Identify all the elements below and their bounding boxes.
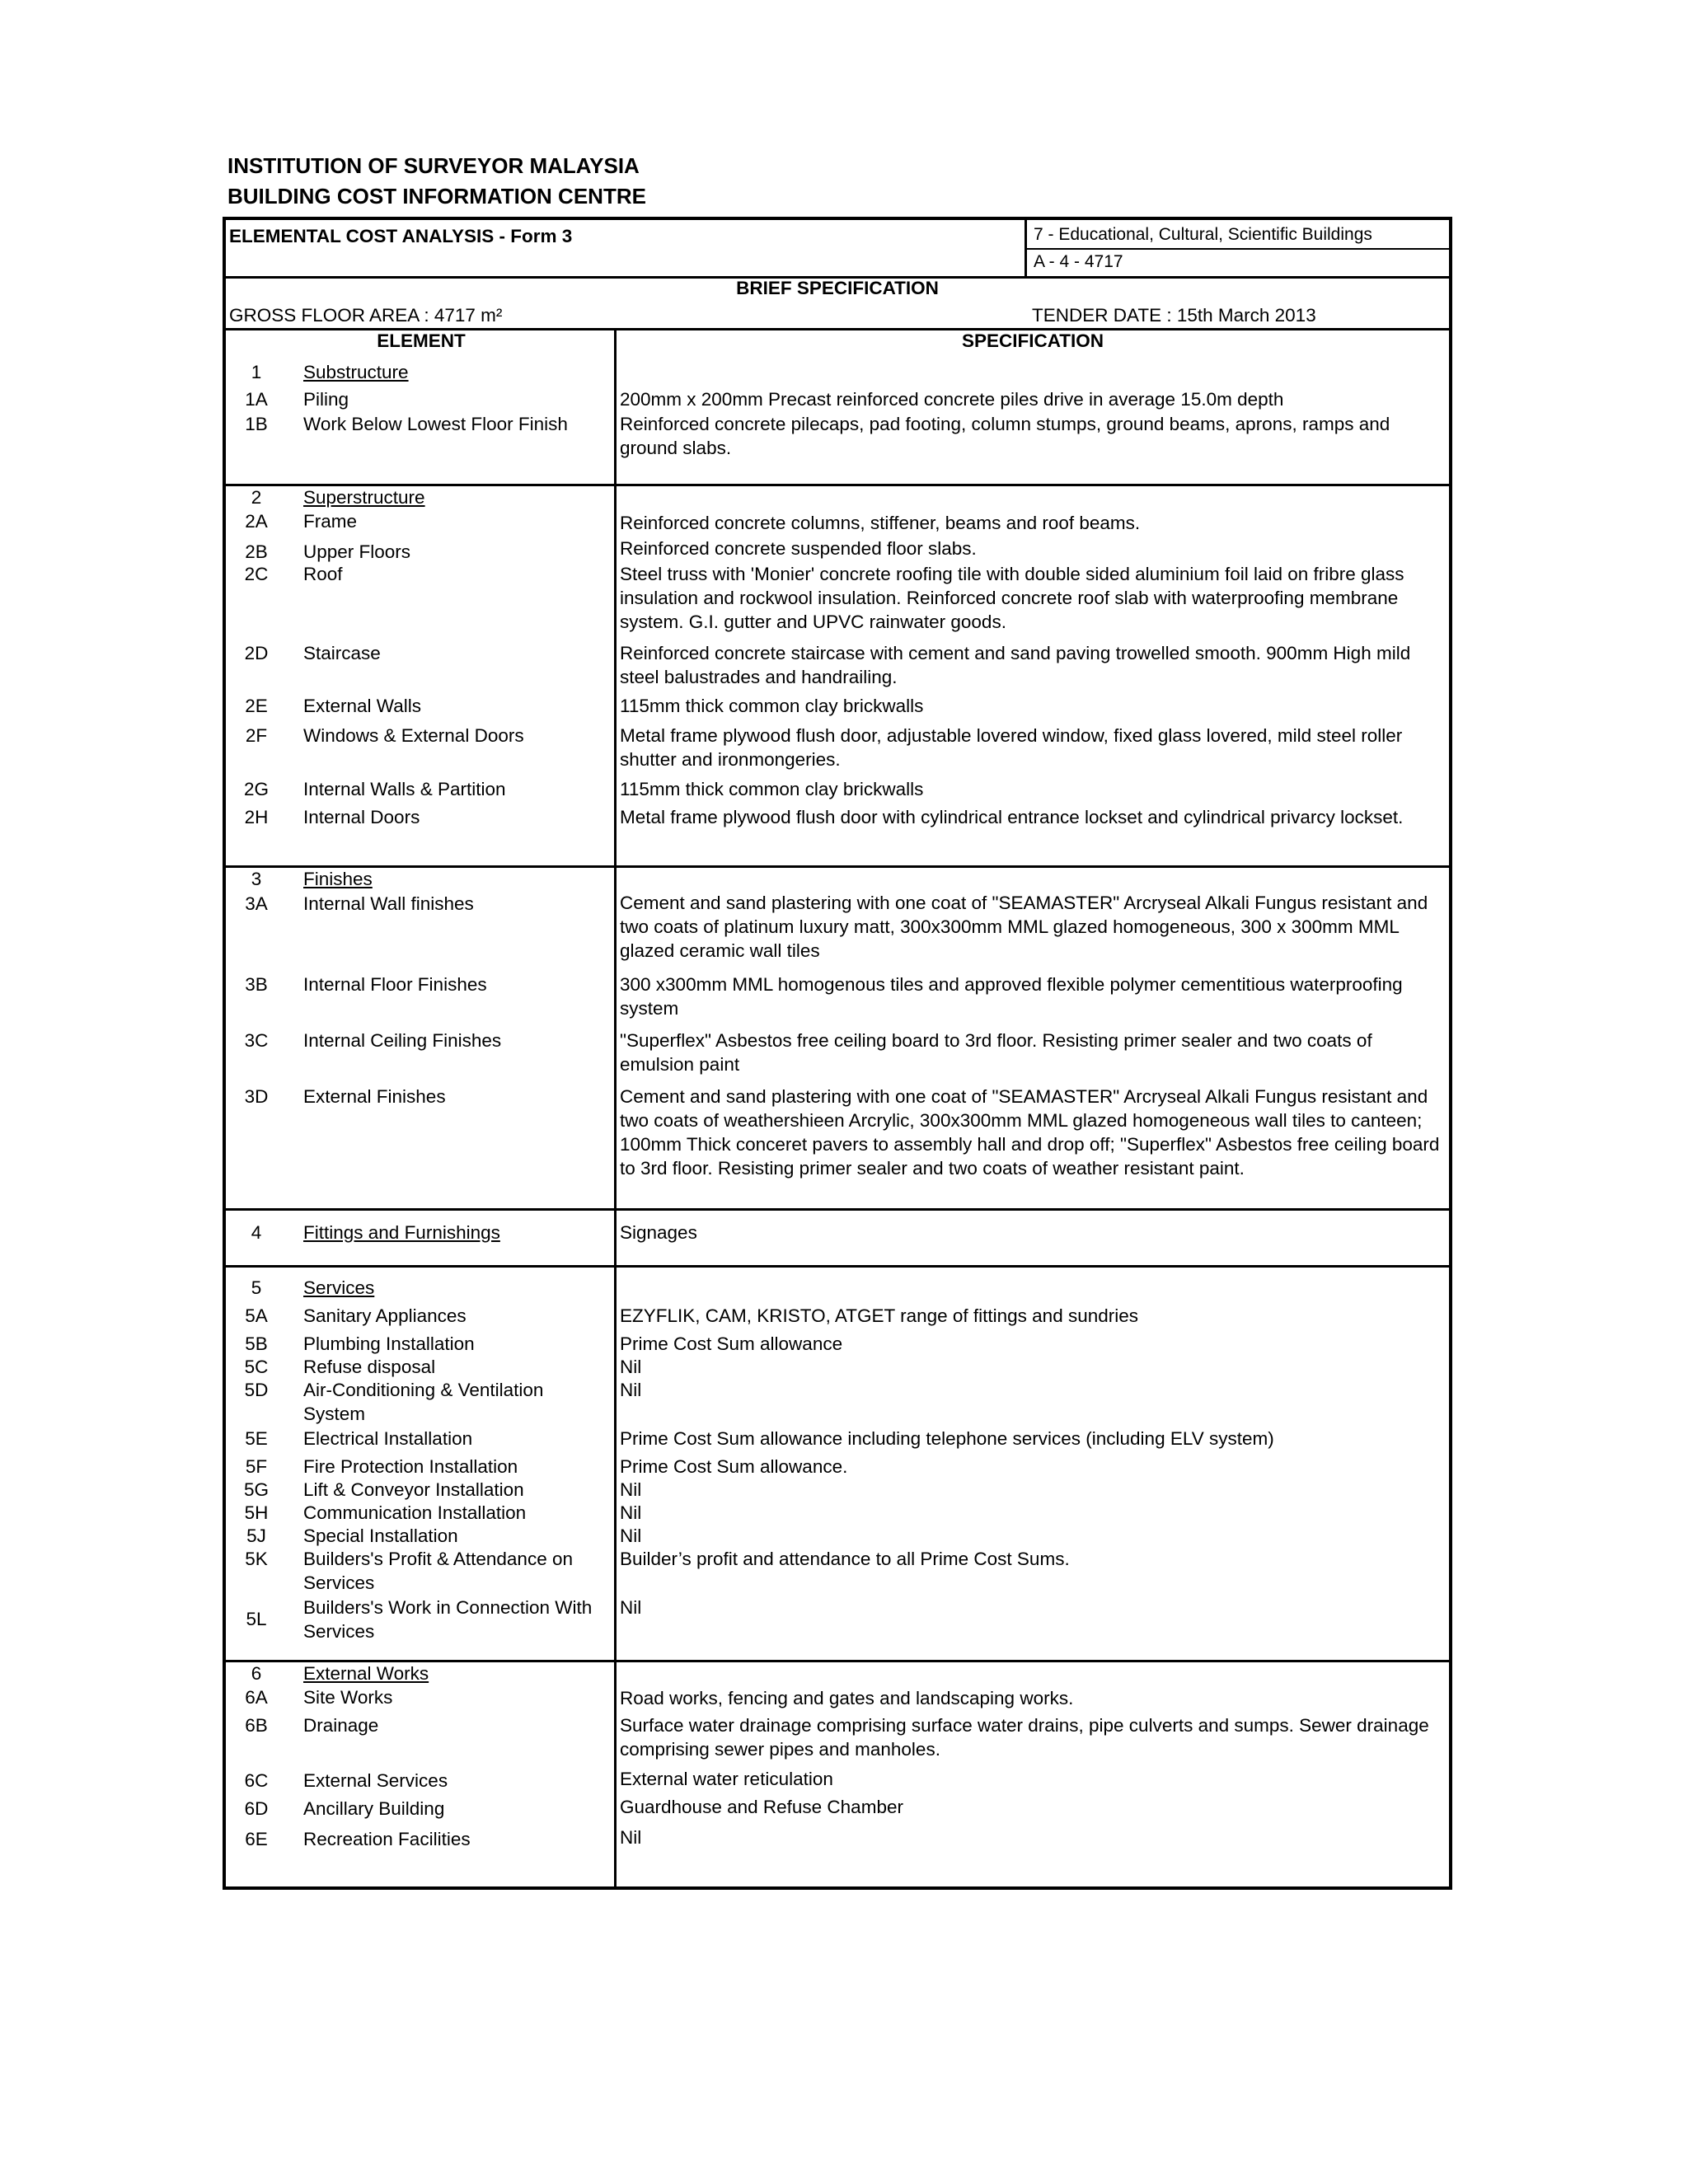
element-name: Drainage [303,1715,379,1736]
element-specification: Prime Cost Sum allowance. [620,1456,848,1477]
element-specification: 200mm x 200mm Precast reinforced concrete piles drive in average 15.0m depth [620,389,1284,410]
element-name: Roof [303,564,343,584]
cost-analysis-form [223,217,1452,1890]
element-specification: Reinforced concrete suspended floor slabs. [620,538,977,559]
element-name: Site Works [303,1687,393,1708]
element-code: 5A [245,1305,268,1326]
element-name: Plumbing Installation [303,1333,475,1354]
building-category: 7 - Educational, Cultural, Scientific Buildings [1034,225,1372,244]
element-specification: 300 x300mm MML homogenous tiles and approved flexible polymer cementitious waterproofing system [620,974,1403,1019]
section-heading: External Works [303,1663,429,1684]
element-code: 5L [246,1609,267,1629]
element-name: Air-Conditioning & Ventilation System [303,1380,544,1424]
element-specification: Cement and sand plastering with one coat of "SEAMASTER" Arcryseal Alkali Fungus resistant and two coats of platinum luxury matt, 300x300mm MML glazed homogeneous, 300 x 300mm MML glazed ceramic wall tiles [620,893,1428,961]
document-header [227,151,646,212]
element-code: 5G [243,1479,269,1500]
gross-floor-area: GROSS FLOOR AREA : 4717 m² [229,305,503,326]
element-code: 4 [251,1222,262,1243]
section-heading: Services [303,1277,375,1298]
element-name: Recreation Facilities [303,1829,471,1849]
element-code: 3B [245,974,268,995]
element-code: 2E [245,696,268,716]
element-code: 5D [244,1380,269,1400]
element-specification: Road works, fencing and gates and landscaping works. [620,1688,1074,1708]
element-name: Ancillary Building [303,1798,445,1819]
section-heading: Fittings and Furnishings [303,1222,500,1243]
element-name: External Finishes [303,1086,446,1107]
group-separator [226,1208,1449,1211]
form-title: ELEMENTAL COST ANALYSIS - Form 3 [229,226,573,246]
element-specification: Metal frame plywood flush door with cylindrical entrance lockset and cylindrical privarcy lockset. [620,807,1404,827]
element-name: Upper Floors [303,541,411,562]
element-code: 5F [245,1456,268,1477]
element-specification: Metal frame plywood flush door, adjustable lovered window, fixed glass lovered, mild steel roller shutter and ironmongeries. [620,725,1403,770]
element-code: 6B [245,1715,268,1736]
element-column-header: ELEMENT [377,330,466,351]
element-name: Electrical Installation [303,1428,473,1449]
element-specification: Reinforced concrete columns, stiffener, beams and roof beams. [620,513,1141,533]
element-name: Frame [303,511,358,532]
element-code: 5E [245,1428,268,1449]
element-code: 2 [251,487,262,508]
element-code: 3A [245,893,268,914]
element-specification: Cement and sand plastering with one coat of "SEAMASTER" Arcryseal Alkali Fungus resistant and two coats of weathershieen Arcrylic, 300x300mm MML glazed homogeneous wall tiles to canteen; 100mm Thick conceret pavers to assembly hall and drop off; "Superflex" Asbestos free ceiling board to 3rd floor. Resisting primer sealer and two coats of weather resistant paint. [620,1086,1440,1179]
element-specification: Reinforced concrete pilecaps, pad footing, column stumps, ground beams, aprons, ramps and ground slabs. [620,414,1390,458]
element-name: Windows & External Doors [303,725,524,746]
section-title: BRIEF SPECIFICATION [736,278,939,298]
element-code: 5J [246,1526,266,1546]
element-code: 5H [244,1502,269,1523]
element-name: Internal Ceiling Finishes [303,1030,502,1051]
element-code: 3 [251,869,262,889]
element-specification: 115mm thick common clay brickwalls [620,696,924,716]
element-name: Refuse disposal [303,1357,436,1377]
element-specification: Prime Cost Sum allowance [620,1333,843,1354]
institution-name: INSTITUTION OF SURVEYOR MALAYSIA [227,153,640,178]
element-specification: External water reticulation [620,1769,833,1789]
element-specification: Nil [620,1357,642,1377]
element-specification: "Superflex" Asbestos free ceiling board to 3rd floor. Resisting primer sealer and two coats of emulsion paint [620,1030,1372,1075]
element-code: 3D [244,1086,269,1107]
element-name: Builders's Profit & Attendance on Services [303,1549,573,1593]
element-code: 5C [244,1357,269,1377]
element-specification: Prime Cost Sum allowance including telephone services (including ELV system) [620,1428,1274,1449]
element-name: Sanitary Appliances [303,1305,467,1326]
element-code: 6C [244,1770,269,1791]
element-name: Work Below Lowest Floor Finish [303,414,568,434]
element-code: 2C [244,564,269,584]
element-specification: Steel truss with 'Monier' concrete roofing tile with double sided aluminium foil laid on fribre glass insulation and rockwool insulation. Reinforced concrete roof slab with waterproofing membrane system. G.I. gutter and UPVC rainwater goods. [620,564,1404,632]
element-specification: Nil [620,1479,642,1500]
element-code: 1A [245,389,268,410]
group-separator [226,1265,1449,1268]
element-name: Communication Installation [303,1502,527,1523]
element-name: Internal Floor Finishes [303,974,487,995]
element-code: 2G [243,779,269,799]
element-specification: Nil [620,1827,642,1848]
element-code: 5B [245,1333,268,1354]
element-name: External Walls [303,696,421,716]
element-specification: Nil [620,1502,642,1523]
element-code: 2D [244,643,269,663]
element-specification: Builder’s profit and attendance to all Prime Cost Sums. [620,1549,1070,1569]
element-code: 6A [245,1687,268,1708]
element-name: Builders's Work in Connection With Services [303,1597,593,1642]
section-heading: Substructure [303,362,409,382]
element-code: 1B [245,414,268,434]
element-code: 1 [251,362,262,382]
element-specification: Guardhouse and Refuse Chamber [620,1797,903,1817]
element-code: 2H [244,807,269,827]
element-code: 2A [245,511,268,532]
element-specification: 115mm thick common clay brickwalls [620,779,924,799]
centre-name: BUILDING COST INFORMATION CENTRE [227,184,646,209]
element-name: Staircase [303,643,381,663]
specification-column-header: SPECIFICATION [961,330,1104,351]
element-specification: Nil [620,1597,642,1618]
element-name: External Services [303,1770,448,1791]
element-name: Internal Wall finishes [303,893,474,914]
element-name: Special Installation [303,1526,458,1546]
element-code: 6E [245,1829,268,1849]
section-heading: Superstructure [303,487,425,508]
element-specification: Nil [620,1526,642,1546]
section-heading: Finishes [303,869,373,889]
tender-date: TENDER DATE : 15th March 2013 [1032,305,1316,326]
element-code: 5K [245,1549,268,1569]
element-specification: Surface water drainage comprising surface water drains, pipe culverts and sumps. Sewer drainage comprising sewer pipes and manholes. [620,1715,1429,1760]
element-code: 3C [244,1030,269,1051]
element-code: 2B [245,541,268,562]
element-specification: Nil [620,1380,642,1400]
element-code: 6D [244,1798,269,1819]
element-name: Fire Protection Installation [303,1456,518,1477]
reference-number: A - 4 - 4717 [1034,252,1123,271]
element-code: 2F [245,725,268,746]
element-name: Internal Doors [303,807,420,827]
element-code: 6 [251,1663,262,1684]
element-name: Lift & Conveyor Installation [303,1479,524,1500]
element-specification: Reinforced concrete staircase with cement and sand paving trowelled smooth. 900mm High mild steel balustrades and handrailing. [620,643,1411,687]
element-specification: Signages [620,1222,697,1243]
element-specification: EZYFLIK, CAM, KRISTO, ATGET range of fittings and sundries [620,1305,1139,1326]
element-name: Piling [303,389,349,410]
element-code: 5 [251,1277,262,1298]
element-name: Internal Walls & Partition [303,779,506,799]
